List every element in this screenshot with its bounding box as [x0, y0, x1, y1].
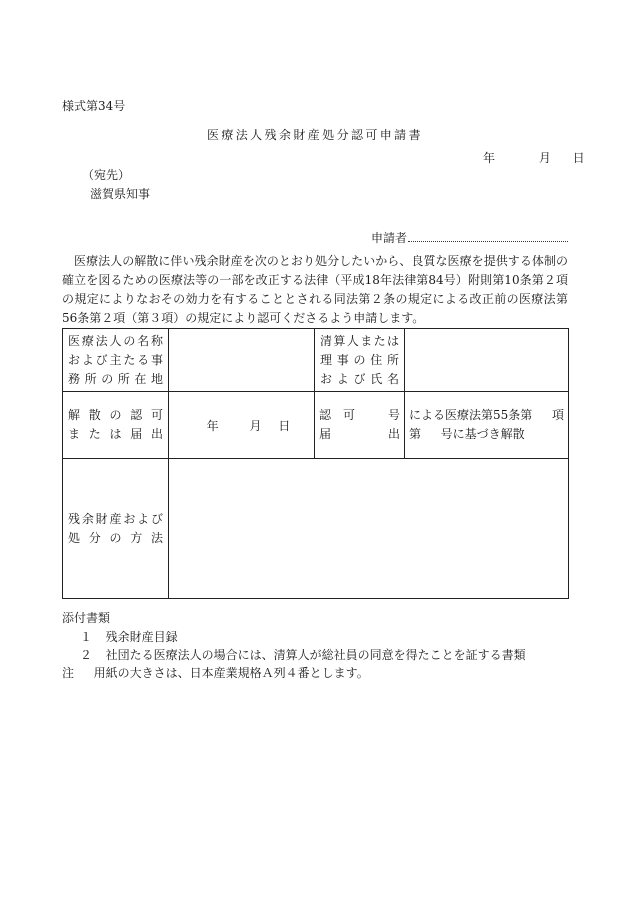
liquidator-input-cell[interactable] [405, 329, 569, 392]
dissolution-date-year: 年 [206, 418, 219, 433]
label-line: または届出 [68, 427, 163, 441]
dissolution-date-cell[interactable] [169, 392, 315, 459]
basis-text: 項 [551, 408, 564, 422]
application-date [483, 149, 587, 166]
attachment-item [80, 628, 178, 645]
notification-kanji: 出 [387, 427, 400, 441]
note-label: 注 [62, 666, 75, 680]
basis-text: 号に基づき解散 [440, 427, 525, 441]
attachments-heading: 添付書類 [62, 611, 111, 625]
application-table [62, 328, 569, 599]
attachment-number: ２ [80, 648, 93, 662]
attachment-item [80, 646, 526, 663]
addressee-name: 滋賀県知事 [90, 187, 151, 201]
permit-kanji: 認 [319, 408, 332, 422]
attachment-number: １ [80, 630, 93, 644]
permit-number-cell[interactable] [315, 392, 405, 459]
label-line: 理事の住所 [320, 352, 399, 367]
label-line: 処分の方法 [68, 530, 163, 545]
form-number: 様式第34号 [62, 99, 126, 113]
corp-name-input-cell[interactable] [169, 329, 315, 392]
table-row [63, 392, 569, 459]
label-line: 医療法人の名称 [68, 333, 163, 348]
label-line: 解散の認可 [68, 408, 163, 422]
date-day: 日 [572, 151, 585, 165]
applicant-signature-line[interactable] [408, 241, 568, 242]
document-title: 医療法人残余財産処分認可申請書 [206, 128, 423, 142]
addressee-label: （宛先） [82, 168, 131, 182]
notification-kanji: 届 [319, 427, 332, 441]
dissolution-label-cell [63, 392, 169, 459]
table-row [63, 459, 569, 599]
basis-text: 第 [409, 427, 422, 441]
corp-name-label-cell [63, 329, 169, 392]
paper-size-note [62, 664, 369, 681]
date-month: 月 [538, 151, 551, 165]
legal-basis-cell[interactable] [405, 392, 569, 459]
label-line: 務所の所在地 [68, 371, 163, 386]
attachment-text: 社団たる医療法人の場合には、清算人が総社員の同意を得たことを証する書類 [105, 648, 526, 662]
permit-number-suffix: 号 [387, 408, 400, 422]
label-line: 清算人または [320, 333, 399, 348]
disposal-method-label-cell [63, 459, 169, 599]
date-year: 年 [483, 151, 496, 165]
basis-text: による医療法第55条第 [409, 408, 533, 422]
attachment-text: 残余財産目録 [105, 630, 178, 644]
body-paragraph: 医療法人の解散に伴い残余財産を次のとおり処分したいから、良質な医療を提供する体制の確立を図るための医療法等の一部を改正する法律（平成18年法律第84号）附則第10条第２項の規定によりなおその効力を有することとされる同法第２条の規定による改正前の医療法第56条第２項（第３項）の規定により認可くださるよう申請します。 [62, 254, 568, 325]
applicant-label: 申請者 [371, 231, 408, 245]
note-text: 用紙の大きさは、日本産業規格Ａ列４番とします。 [93, 666, 369, 680]
label-line: および氏名 [320, 371, 399, 386]
table-row [63, 329, 569, 392]
permit-kanji: 可 [343, 408, 356, 422]
application-body-text [62, 252, 568, 328]
disposal-method-input-cell[interactable] [169, 459, 569, 599]
liquidator-label-cell [315, 329, 405, 392]
label-line: および主たる事 [68, 352, 163, 367]
label-line: 残余財産および [68, 511, 163, 526]
dissolution-date-day: 日 [278, 418, 291, 433]
dissolution-date-month: 月 [249, 418, 262, 433]
